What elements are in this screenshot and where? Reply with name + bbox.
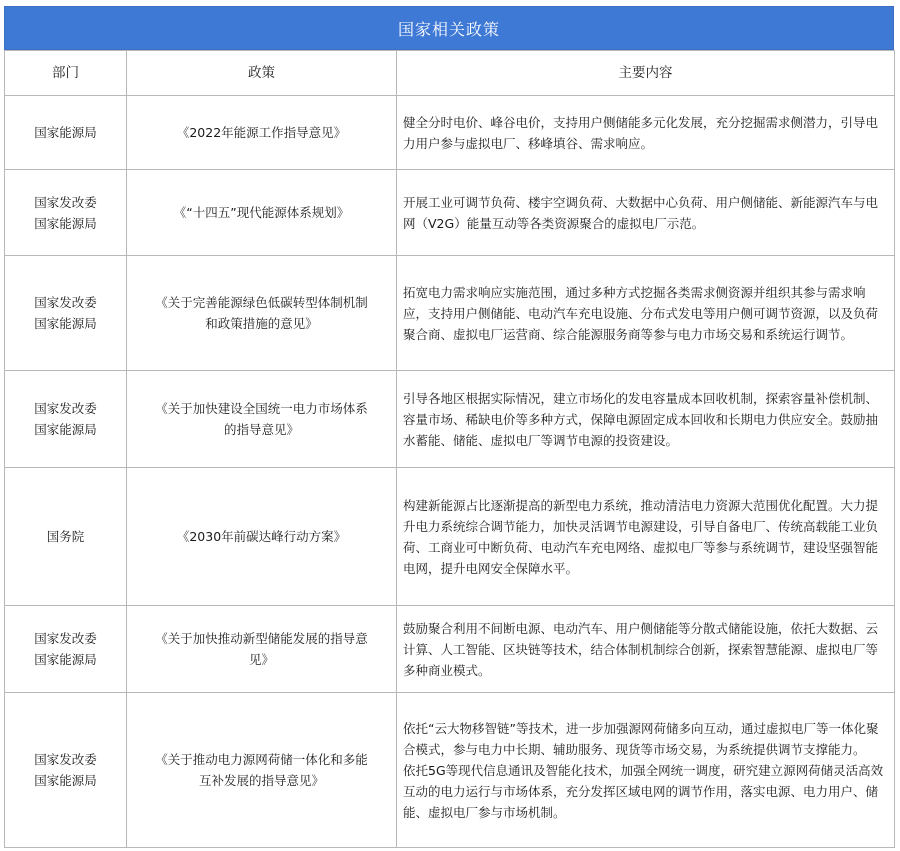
table-row — [5, 170, 895, 256]
content-cell — [397, 606, 895, 693]
policy-cell — [127, 256, 397, 371]
policy-cell-line: 《“十四五”现代能源体系规划》 — [173, 205, 350, 220]
policy-table-container — [4, 6, 894, 848]
content-cell-line: 依托5G等现代信息通讯及智能化技术，加强全网统一调度，研究建立源网荷储灵活高效互动的电力运行与市场体系，充分发挥区域电网的调节作用，落实电源、电力用户、储能、虚拟电厂参与市场机制。 — [403, 762, 884, 820]
policy-cell-line: 见》 — [248, 652, 274, 667]
dept-cell-line: 国家能源局 — [34, 215, 97, 231]
table-row — [5, 606, 895, 693]
dept-cell-line: 国家发改委 — [34, 631, 97, 646]
policy-cell — [127, 468, 397, 606]
policy-cell-line: 《关于加快建设全国统一电力市场体系 — [155, 401, 368, 416]
table-row — [5, 468, 895, 606]
policy-cell-line: 和政策措施的意见》 — [205, 316, 318, 331]
content-cell — [397, 256, 895, 371]
table-title: 国家相关政策 — [4, 6, 894, 50]
policy-cell-line: 互补发展的指导意见》 — [198, 773, 324, 788]
content-cell-line: 拓宽电力需求响应实施范围，通过多种方式挖掘各类需求侧资源并组织其参与需求响应，支持用户侧储能、电动汽车充电设施、分布式发电等用户侧可调节资源，以及负荷聚合商、虚拟电厂运营商、综合能源服务商等参与电力市场交易和系统运行调节。 — [403, 284, 879, 342]
header-content: 主要内容 — [397, 51, 895, 96]
dept-cell-line: 国家能源局 — [34, 773, 97, 788]
content-cell — [397, 371, 895, 468]
policy-cell — [127, 170, 397, 256]
policy-cell — [127, 606, 397, 693]
dept-cell-line: 国家能源局 — [34, 316, 97, 331]
table-row — [5, 256, 895, 371]
content-cell-line: 依托“云大物移智链”等技术，进一步加强源网荷储多向互动，通过虚拟电厂等一体化聚合模式，参与电力中长期、辅助服务、现货等市场交易，为系统提供调节支撑能力。 — [403, 720, 879, 757]
dept-cell-line: 国家发改委 — [34, 401, 97, 416]
dept-cell — [5, 468, 127, 606]
content-cell — [397, 96, 895, 170]
dept-cell-line: 国家发改委 — [34, 194, 97, 210]
dept-cell-line: 国家能源局 — [34, 652, 97, 667]
header-row — [5, 51, 895, 96]
content-cell — [397, 693, 895, 848]
policy-cell-line: 的指导意见》 — [223, 422, 299, 437]
content-cell-line: 开展工业可调节负荷、楼宇空调负荷、大数据中心负荷、用户侧储能、新能源汽车与电网（V2G）能量互动等各类资源聚合的虚拟电厂示范。 — [403, 194, 879, 231]
dept-cell-line: 国家能源局 — [34, 422, 97, 437]
content-cell-line: 引导各地区根据实际情况，建立市场化的发电容量成本回收机制，探索容量补偿机制、容量市场、稀缺电价等多种方式，保障电源固定成本回收和长期电力供应安全。鼓励抽水蓄能、储能、虚拟电厂等调节电源的投资建设。 — [403, 390, 879, 448]
dept-cell — [5, 96, 127, 170]
policy-cell — [127, 371, 397, 468]
table-row — [5, 693, 895, 848]
content-cell — [397, 468, 895, 606]
policy-cell — [127, 693, 397, 848]
dept-cell — [5, 256, 127, 371]
policy-cell-line: 《关于加快推动新型储能发展的指导意 — [155, 631, 368, 646]
dept-cell — [5, 371, 127, 468]
dept-cell-line: 国家能源局 — [34, 125, 97, 140]
table-row — [5, 96, 895, 170]
table-body — [5, 96, 895, 848]
policy-cell-line: 《关于推动电力源网荷储一体化和多能 — [155, 752, 368, 767]
content-cell — [397, 170, 895, 256]
header-policy: 政策 — [127, 51, 397, 96]
policy-cell — [127, 96, 397, 170]
dept-cell-line: 国家发改委 — [34, 295, 97, 310]
content-cell-line: 健全分时电价、峰谷电价，支持用户侧储能多元化发展，充分挖掘需求侧潜力，引导电力用户参与虚拟电厂、移峰填谷、需求响应。 — [403, 114, 879, 151]
policy-cell-line: 《关于完善能源绿色低碳转型体制机制 — [155, 295, 368, 310]
dept-cell — [5, 606, 127, 693]
dept-cell — [5, 170, 127, 256]
content-cell-line: 构建新能源占比逐渐提高的新型电力系统，推动清洁电力资源大范围优化配置。大力提升电力系统综合调节能力，加快灵活调节电源建设，引导自备电厂、传统高载能工业负荷、工商业可中断负荷、电动汽车充电网络、虚拟电厂等参与系统调节，建设坚强智能电网，提升电网安全保障水平。 — [403, 497, 879, 576]
dept-cell — [5, 693, 127, 848]
header-dept: 部门 — [5, 51, 127, 96]
table-row — [5, 371, 895, 468]
dept-cell-line: 国务院 — [46, 529, 85, 544]
dept-cell-line: 国家发改委 — [34, 752, 97, 767]
content-cell-line: 鼓励聚合利用不间断电源、电动汽车、用户侧储能等分散式储能设施，依托大数据、云计算、人工智能、区块链等技术，结合体制机制综合创新，探索智慧能源、虚拟电厂等多种商业模式。 — [403, 620, 879, 678]
policy-cell-line: 《2030年前碳达峰行动方案》 — [176, 529, 347, 544]
policy-cell-line: 《2022年能源工作指导意见》 — [176, 125, 347, 140]
policy-table — [4, 50, 895, 848]
